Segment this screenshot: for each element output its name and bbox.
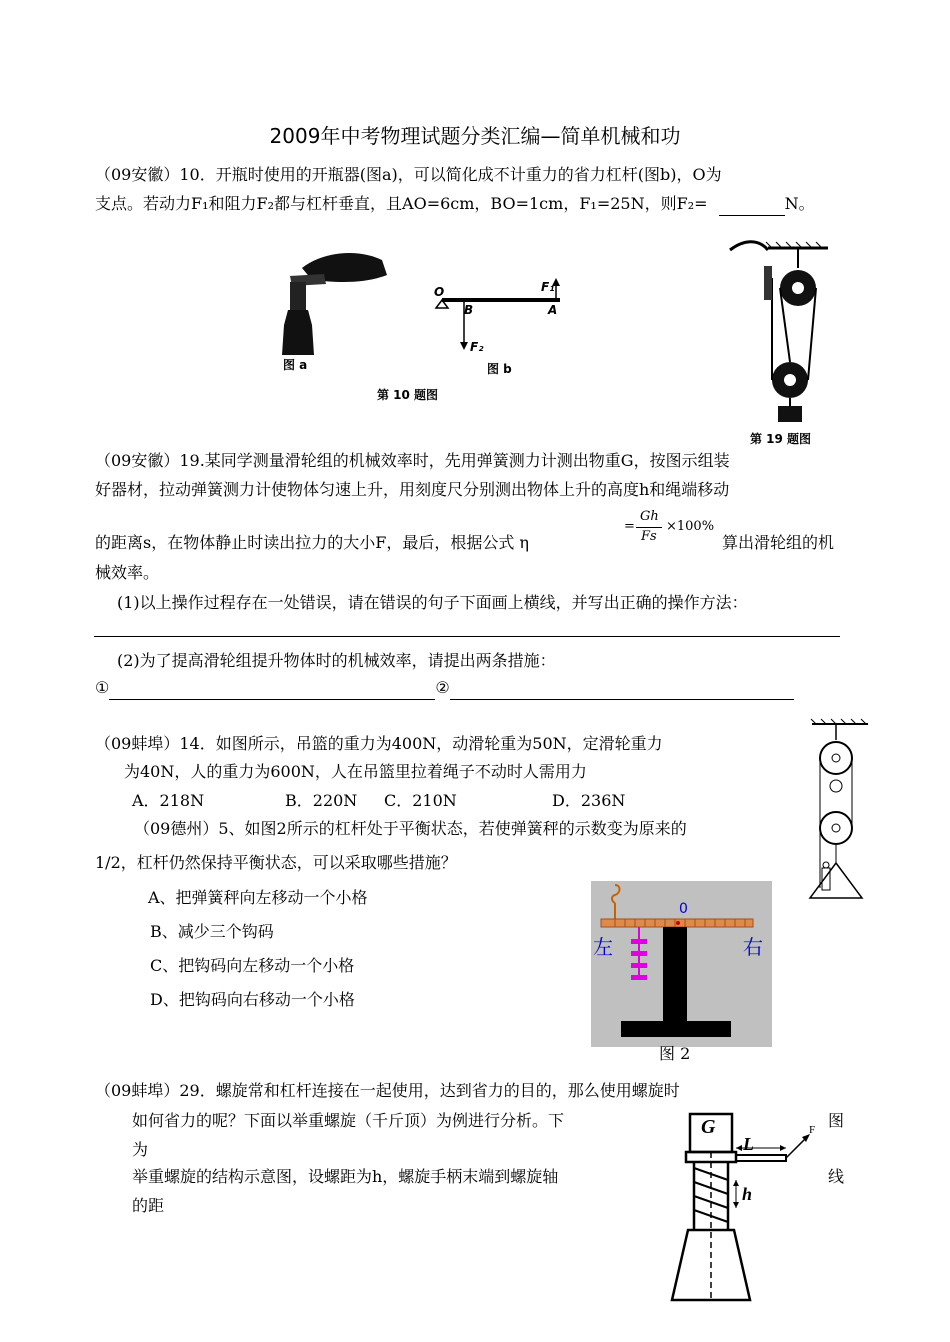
formula-numerator: Gh [640, 509, 659, 524]
hanging-basket-figure [806, 718, 876, 914]
label-f1: F₁ [541, 280, 555, 294]
fixed-pulley [820, 742, 852, 774]
lever-bar [442, 298, 560, 302]
q29-line5: 的距 [132, 1196, 165, 1215]
answer-blank-1 [109, 677, 435, 700]
bottle-shape [282, 310, 314, 355]
q10-line2-unit: N。 [784, 194, 815, 213]
label-g: G [701, 1116, 716, 1138]
q5-line1: （09德州）5、如图2所示的杠杆处于平衡状态，若使弹簧秤的示数变为原来的 [134, 819, 687, 838]
q5-option-c: C、把钩码向左移动一个小格 [150, 956, 355, 975]
answer-blank [719, 193, 785, 216]
stand-base [621, 1021, 731, 1037]
label-o: O [434, 285, 445, 299]
q19-sub1: (1)以上操作过程存在一处错误，请在错误的句子下面画上横线，并写出正确的操作方法： [117, 593, 748, 612]
fig-a-label: 图 a [283, 358, 308, 372]
handle-bar [736, 1155, 786, 1161]
marker-1: ① [95, 678, 110, 697]
q29-line3: 为 [132, 1140, 149, 1159]
pulley-system-figure [728, 230, 838, 430]
spring-scale-hook [612, 885, 620, 903]
label-f2: F₂ [470, 340, 484, 354]
figure2-label: 图 2 [659, 1044, 691, 1063]
q5-option-d: D、把钩码向右移动一个小格 [150, 990, 355, 1009]
formula-tail: ×100% [666, 519, 715, 534]
formula-denominator: Fs [641, 529, 657, 544]
fig-b-label: 图 b [487, 362, 512, 376]
bottle-opener-figure [262, 240, 392, 370]
q10-line2-text: 支点。若动力F₁和阻力F₂都与杠杆垂直，且AO=6cm，BO=1cm，F₁=25N，则F₂= [95, 194, 708, 213]
weight-block [778, 406, 802, 422]
q29-line4-end: 线 [828, 1167, 845, 1186]
q14-option-a: A．218N [132, 791, 205, 810]
answer-line [94, 636, 840, 637]
q5-option-a: A、把弹簧秤向左移动一个小格 [148, 888, 368, 907]
label-h: h [742, 1184, 753, 1204]
q10-line2 [95, 193, 815, 216]
fig10-caption: 第 10 题图 [377, 388, 439, 402]
q14-line1: （09蚌埠）14．如图所示，吊篮的重力为400N，动滑轮重为50N，定滑轮重力 [95, 734, 663, 753]
q19-line1: （09安徽）19.某同学测量滑轮组的机械效率时，先用弹簧测力计测出物重G，按图示组装 [95, 451, 730, 470]
label-right: 右 [743, 935, 763, 959]
page-title: 2009年中考物理试题分类汇编—简单机械和功 [269, 124, 681, 148]
fig19-caption: 第 19 题图 [750, 432, 812, 446]
q14-option-c: C．210N [384, 791, 457, 810]
q5-line2: 1/2，杠杆仍然保持平衡状态，可以采取哪些措施？ [95, 853, 457, 872]
q10-line1: （09安徽）10．开瓶时使用的开瓶器(图a)，可以简化成不计重力的省力杠杆(图b)，O为 [95, 165, 722, 184]
marker-2: ② [435, 678, 450, 697]
label-zero: 0 [679, 901, 688, 917]
spring-scale [764, 266, 772, 300]
q19-line3: 的距离s，在物体静止时读出拉力的大小F，最后，根据公式 η [95, 533, 529, 552]
q19-sub2: (2)为了提高滑轮组提升物体时的机械效率，请提出两条措施： [117, 651, 556, 670]
q19-line2: 好器材，拉动弹簧测力计使物体匀速上升，用刻度尺分别测出物体上升的高度h和绳端移动 [95, 480, 730, 499]
q14-option-b: B．220N [285, 791, 358, 810]
label-a: A [548, 303, 558, 317]
movable-pulley [820, 812, 852, 844]
pivot-point [676, 921, 680, 925]
q19-answer-row [95, 677, 794, 700]
label-f: F [809, 1124, 816, 1136]
q29-line4: 举重螺旋的结构示意图，设螺距为h，螺旋手柄末端到螺旋轴 [132, 1167, 559, 1186]
q14-line2: 为40N，人的重力为600N，人在吊篮里拉着绳子不动时人需用力 [124, 762, 587, 781]
label-left: 左 [593, 935, 613, 959]
q19-line4: 械效率。 [95, 563, 160, 582]
label-l: L [743, 1134, 754, 1154]
stand-pole [663, 927, 687, 1021]
q14-option-d: D．236N [552, 791, 626, 810]
q5-option-b: B、减少三个钩码 [150, 922, 274, 941]
label-b: B [464, 303, 474, 317]
q29-line2: 如何省力的呢？下面以举重螺旋（千斤顶）为例进行分析。下 [132, 1111, 565, 1130]
q29-line1: （09蚌埠）29．螺旋常和杠杆连接在一起使用，达到省力的目的，那么使用螺旋时 [95, 1081, 680, 1100]
q19-line3b: 算出滑轮组的机 [722, 533, 835, 552]
lever-balance-figure [591, 881, 772, 1047]
q29-line2-end: 图 [828, 1111, 845, 1130]
basket-shape [810, 863, 862, 898]
answer-blank-2 [450, 677, 794, 700]
